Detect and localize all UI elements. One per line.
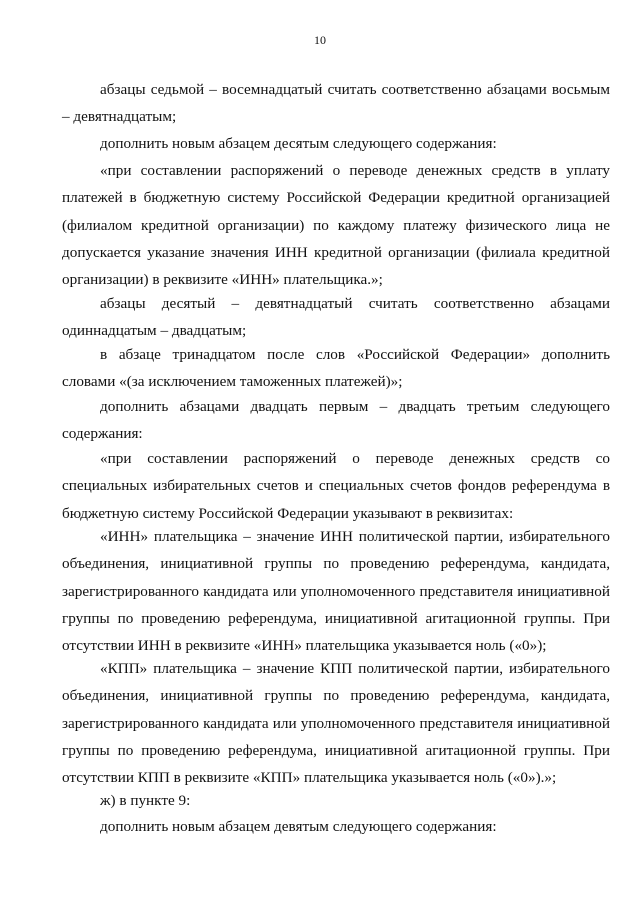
paragraph-8: «ИНН» плательщика – значение ИНН политической партии, избирательного объединения, инициативной группы по проведению референдума, кандидата, зарегистрированного кандидата или уполномоченного представителя инициативной группы по проведению референдума, инициативной агитационной группы. При отсутствии ИНН в реквизите «ИНН» плательщика указывается ноль («0»); [62, 528, 610, 655]
paragraph-6: дополнить абзацами двадцать первым – двадцать третьим следующего содержания: [62, 398, 610, 443]
paragraph-5: в абзаце тринадцатом после слов «Российской Федерации» дополнить словами «(за исключением таможенных платежей)»; [62, 346, 610, 391]
paragraph-3: «при составлении распоряжений о переводе денежных средств в уплату платежей в бюджетную систему Российской Федерации кредитной организацией (филиалом кредитной организации) по каждому платежу физического лица не допускается указание значения ИНН кредитной организации (филиала кредитной организации) в реквизите «ИНН» плательщика.»; [62, 162, 610, 289]
paragraph-10: ж) в пункте 9: [100, 792, 191, 809]
paragraph-11: дополнить новым абзацем девятым следующего содержания: [100, 818, 497, 835]
paragraph-7: «при составлении распоряжений о переводе денежных средств со специальных избирательных счетов и специальных счетов фондов референдума в бюджетную систему Российской Федерации указывают в реквизитах: [62, 450, 610, 522]
paragraph-9: «КПП» плательщика – значение КПП политической партии, избирательного объединения, инициативной группы по проведению референдума, кандидата, зарегистрированного кандидата или уполномоченного представителя инициативной группы по проведению референдума, инициативной агитационной группы. При отсутствии КПП в реквизите «КПП» плательщика указывается ноль («0»).»; [62, 660, 610, 787]
paragraph-4: абзацы десятый – девятнадцатый считать соответственно абзацами одиннадцатым – двадцатым; [62, 295, 610, 340]
page-number: 10 [314, 33, 326, 47]
paragraph-2: дополнить новым абзацем десятым следующего содержания: [100, 135, 497, 152]
paragraph-1: абзацы седьмой – восемнадцатый считать соответственно абзацами восьмым – девятнадцатым; [62, 81, 610, 126]
